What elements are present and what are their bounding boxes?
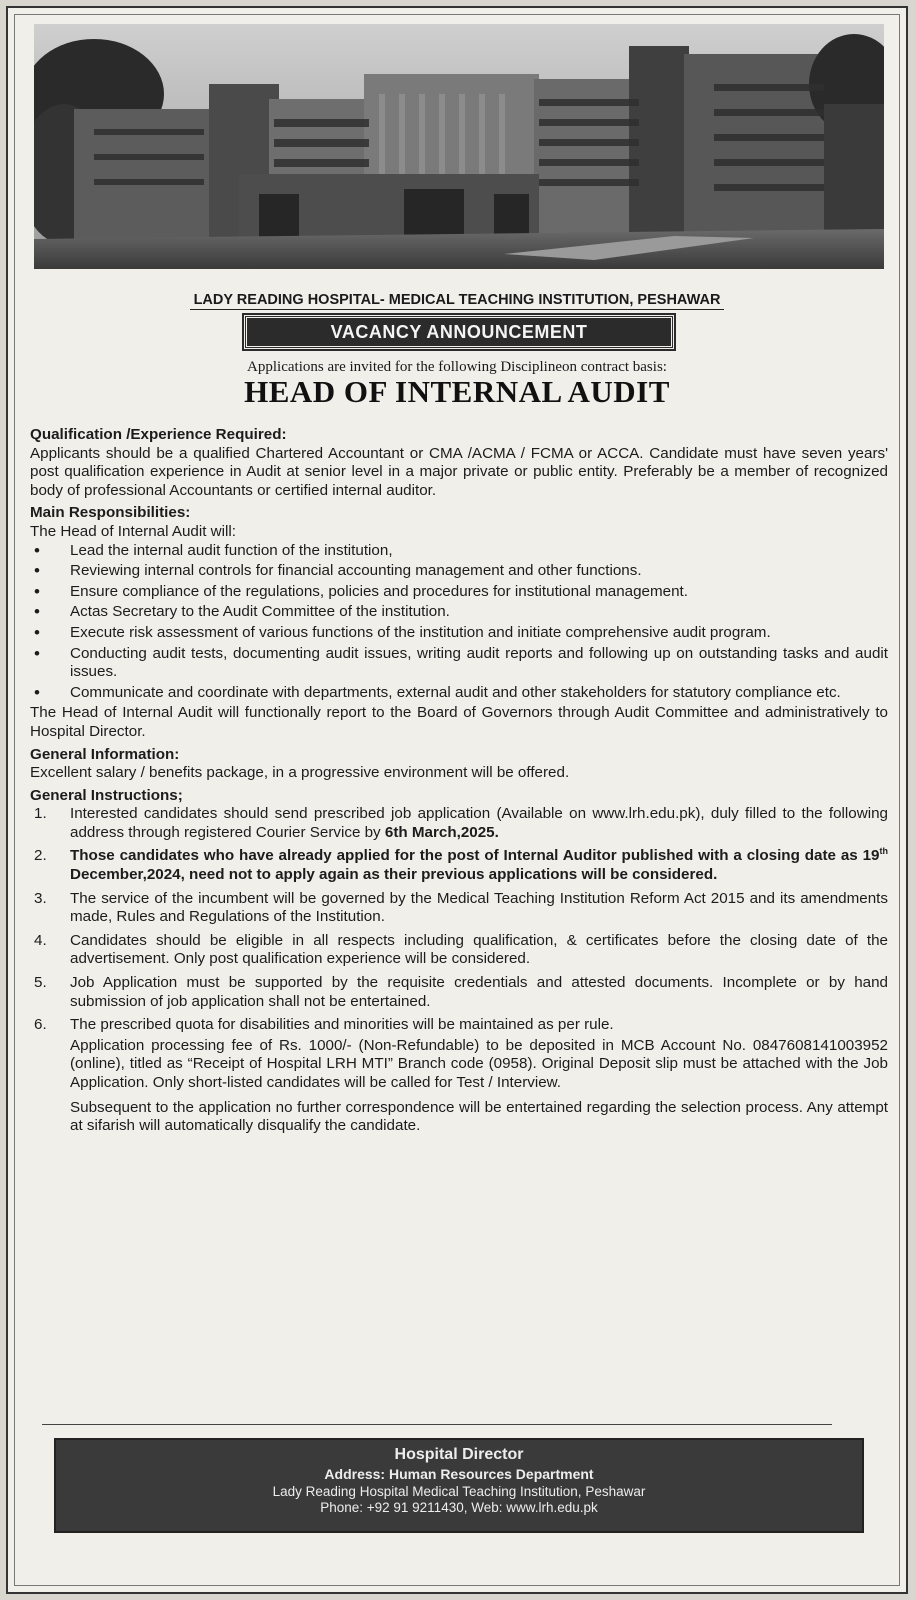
hospital-name-text: LADY READING HOSPITAL- MEDICAL TEACHING INSTITUTION, PESHAWAR	[190, 292, 725, 310]
invitation-line: Applications are invited for the following Disciplineon contract basis:	[247, 359, 667, 375]
reporting-text: The Head of Internal Audit will functionally report to the Board of Governors through Audit Committee and administratively to Hospital Director.	[30, 704, 888, 740]
general-instructions-heading: General Instructions;	[30, 786, 183, 804]
footer-contact-box	[54, 1438, 864, 1533]
item-number: 3.	[34, 889, 47, 907]
footer-divider	[42, 1424, 832, 1425]
closing-date: 6th March,2025.	[384, 823, 499, 841]
list-item	[30, 847, 888, 884]
general-information-text: Excellent salary / benefits package, in a progressive environment will be offered.	[30, 764, 570, 782]
advertisement-page	[6, 6, 908, 1594]
qualification-text: Applicants should be a qualified Chartered Accountant or CMA /ACMA / FCMA or ACCA. Candidate must have seven years' post qualification experience in Audit at senior level in a major private or public entity. Preferably be a member of recognized body of professional Accountants or certified internal auditor.	[30, 444, 888, 499]
item-text: Job Application must be supported by the requisite credentials and attested documents. Incomplete or by hand submission of job application shall not be entertained.	[70, 974, 888, 1010]
list-item	[30, 974, 888, 1011]
item-number: 1.	[34, 805, 47, 823]
general-information-heading: General Information:	[30, 745, 180, 763]
item-number: 2.	[34, 847, 47, 865]
item-number: 5.	[34, 974, 47, 992]
item-text: Interested candidates should send prescribed job application (Available on www.lrh.edu.pk), duly filled to the following address through registered Courier Service by	[70, 805, 888, 841]
hospital-building-photo	[34, 24, 884, 269]
ordinal-suffix: th	[879, 846, 888, 857]
list-item: • Ensure compliance of the regulations, policies and procedures for institutional management.	[30, 583, 888, 602]
footer-address: Address: Human Resources Department	[324, 1466, 594, 1482]
instructions-list	[30, 805, 888, 1035]
closing-text: Subsequent to the application no further correspondence will be entertained regarding the selection process. Any attempt at sifarish will automatically disqualify the candidate.	[70, 1098, 888, 1135]
responsibilities-heading: Main Responsibilities:	[30, 504, 191, 522]
item-number: 6.	[34, 1016, 47, 1034]
list-item: • Reviewing internal controls for financial accounting management and other functions.	[30, 562, 888, 581]
vacancy-announcement-banner: VACANCY ANNOUNCEMENT	[244, 315, 674, 349]
responsibilities-list	[30, 542, 888, 703]
responsibilities-intro: The Head of Internal Audit will:	[30, 522, 236, 540]
item-text: Those candidates who have already applied for the post of Internal Auditor published with a closing date as 19	[70, 847, 880, 865]
list-item	[30, 805, 888, 842]
post-title: HEAD OF INTERNAL AUDIT	[244, 374, 670, 409]
advertisement-body	[30, 422, 888, 1142]
item-number: 4.	[34, 931, 47, 949]
list-item	[30, 932, 888, 969]
footer-institution: Lady Reading Hospital Medical Teaching Institution, Peshawar	[272, 1484, 646, 1499]
list-item	[30, 890, 888, 927]
hospital-name-heading	[8, 292, 906, 308]
footer-title: Hospital Director	[394, 1446, 524, 1463]
list-item: • Execute risk assessment of various functions of the institution and initiate comprehensive audit program.	[30, 624, 888, 643]
item-text: Candidates should be eligible in all respects including qualification, & certificates before the closing date of the advertisement. Only post qualification experience will be considered.	[70, 931, 888, 968]
qualification-heading: Qualification /Experience Required:	[30, 426, 287, 443]
item-text: The prescribed quota for disabilities and minorities will be maintained as per rule.	[70, 1016, 614, 1034]
footer-contact: Phone: +92 91 9211430, Web: www.lrh.edu.pk	[320, 1500, 598, 1515]
list-item: • Lead the internal audit function of the institution,	[30, 542, 888, 561]
fee-text: Application processing fee of Rs. 1000/- (Non-Refundable) to be deposited in MCB Account No. 0847608141003952 (online), titled as “Receipt of Hospital LRH MTI” Branch code (0958). Original Deposit slip must be attached with the Job Application. Only short-listed candidates will be called for Test / Interview.	[70, 1036, 888, 1091]
item-text-cont: December,2024, need not to apply again as their previous applications will be considered.	[70, 866, 718, 884]
list-item: • Communicate and coordinate with departments, external audit and other stakeholders for statutory compliance etc.	[30, 684, 888, 703]
list-item	[30, 1016, 888, 1035]
list-item: • Actas Secretary to the Audit Committee of the institution.	[30, 603, 888, 622]
list-item: • Conducting audit tests, documenting audit issues, writing audit reports and following up on outstanding tasks and audit issues.	[30, 645, 888, 682]
item-text: The service of the incumbent will be governed by the Medical Teaching Institution Reform Act 2015 and its amendments made, Rules and Regulations of the Institution.	[70, 889, 888, 926]
